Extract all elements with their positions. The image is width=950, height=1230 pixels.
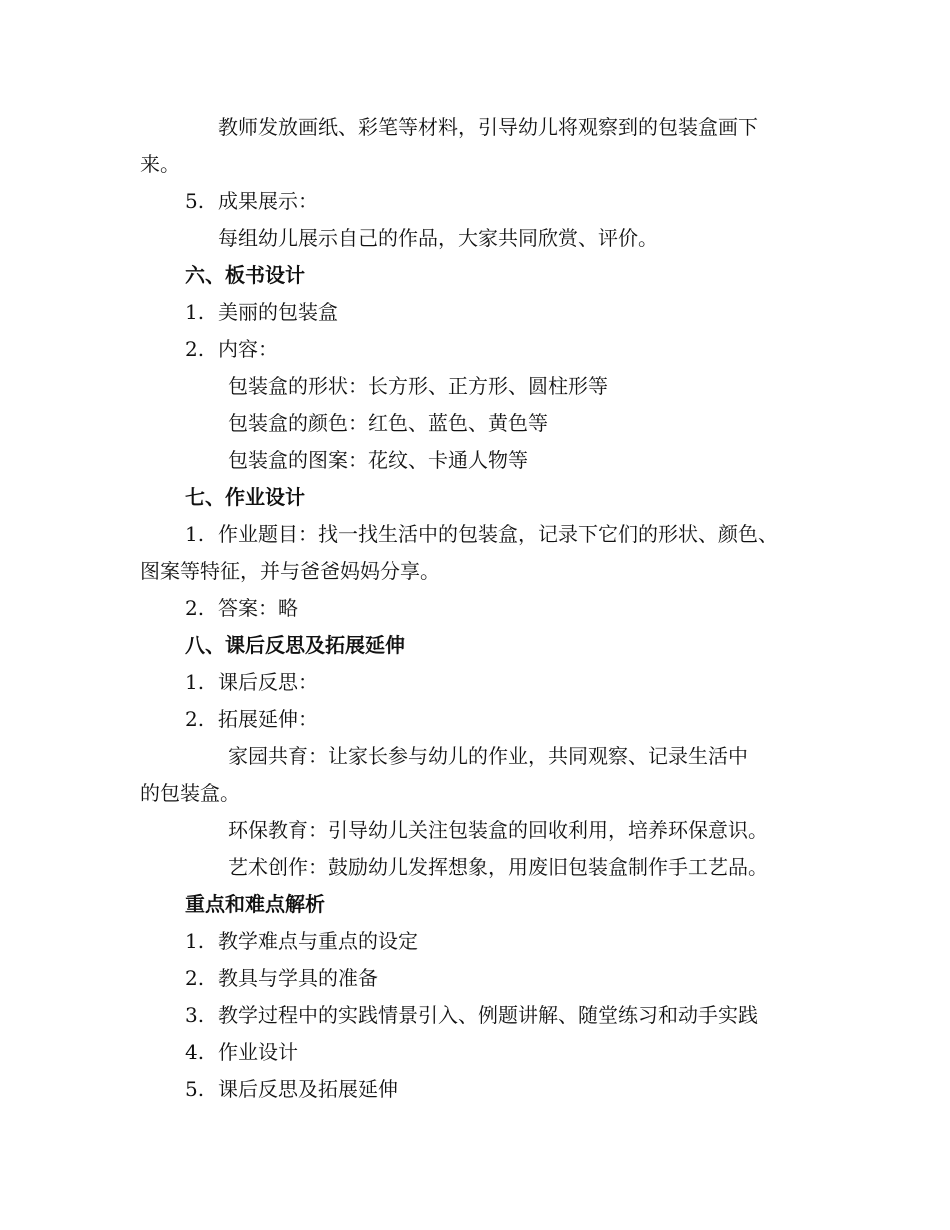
paragraph-line: 图案等特征，并与爸爸妈妈分享。 [140, 559, 440, 583]
list-item [185, 188, 318, 214]
list-text: 教具与学具的准备 [218, 966, 378, 990]
paragraph-line: 来。 [140, 152, 180, 176]
section-heading: 六、板书设计 [185, 263, 305, 287]
list-text: 美丽的包装盒 [218, 300, 338, 324]
list-text: 作业设计 [218, 1040, 298, 1064]
list-text: 教学难点与重点的设定 [218, 929, 418, 953]
list-number: 4. [185, 1040, 205, 1064]
paragraph-line: 家园共育：让家长参与幼儿的作业，共同观察、记录生活中 [228, 744, 748, 768]
list-number: 2. [185, 707, 205, 731]
paragraph-line: 每组幼儿展示自己的作品，大家共同欣赏、评价。 [218, 226, 658, 250]
paragraph-line: 艺术创作：鼓励幼儿发挥想象，用废旧包装盒制作手工艺品。 [228, 855, 768, 879]
section-heading: 七、作业设计 [185, 485, 305, 509]
paragraph-line: 包装盒的图案：花纹、卡通人物等 [228, 448, 528, 472]
list-item [185, 1039, 298, 1065]
list-item [185, 706, 318, 732]
list-number: 2. [185, 966, 205, 990]
paragraph-line: 的包装盒。 [140, 781, 240, 805]
list-number: 2. [185, 596, 205, 620]
list-number: 5. [185, 1077, 205, 1101]
list-item [185, 521, 778, 547]
paragraph-line: 包装盒的形状：长方形、正方形、圆柱形等 [228, 374, 608, 398]
list-number: 1. [185, 522, 205, 546]
list-item [185, 336, 278, 362]
list-item [185, 928, 418, 954]
list-text: 课后反思及拓展延伸 [218, 1077, 398, 1101]
section-heading: 八、课后反思及拓展延伸 [185, 633, 405, 657]
list-item [185, 669, 318, 695]
list-text: 内容： [218, 337, 278, 361]
list-number: 5. [185, 189, 205, 213]
list-text: 作业题目：找一找生活中的包装盒，记录下它们的形状、颜色、 [218, 522, 778, 546]
paragraph-line: 教师发放画纸、彩笔等材料，引导幼儿将观察到的包装盒画下 [218, 115, 758, 139]
list-item [185, 1002, 758, 1028]
list-item [185, 595, 298, 621]
paragraph-line: 包装盒的颜色：红色、蓝色、黄色等 [228, 411, 548, 435]
list-text: 拓展延伸： [218, 707, 318, 731]
list-item [185, 965, 378, 991]
list-item [185, 299, 338, 325]
list-number: 1. [185, 300, 205, 324]
list-number: 1. [185, 929, 205, 953]
paragraph-line: 环保教育：引导幼儿关注包装盒的回收利用，培养环保意识。 [228, 818, 768, 842]
list-text: 成果展示： [218, 189, 318, 213]
list-number: 2. [185, 337, 205, 361]
section-heading: 重点和难点解析 [185, 892, 325, 916]
list-text: 教学过程中的实践情景引入、例题讲解、随堂练习和动手实践 [218, 1003, 758, 1027]
list-number: 3. [185, 1003, 205, 1027]
list-number: 1. [185, 670, 205, 694]
list-text: 答案：略 [218, 596, 298, 620]
list-item [185, 1076, 398, 1102]
list-text: 课后反思： [218, 670, 318, 694]
